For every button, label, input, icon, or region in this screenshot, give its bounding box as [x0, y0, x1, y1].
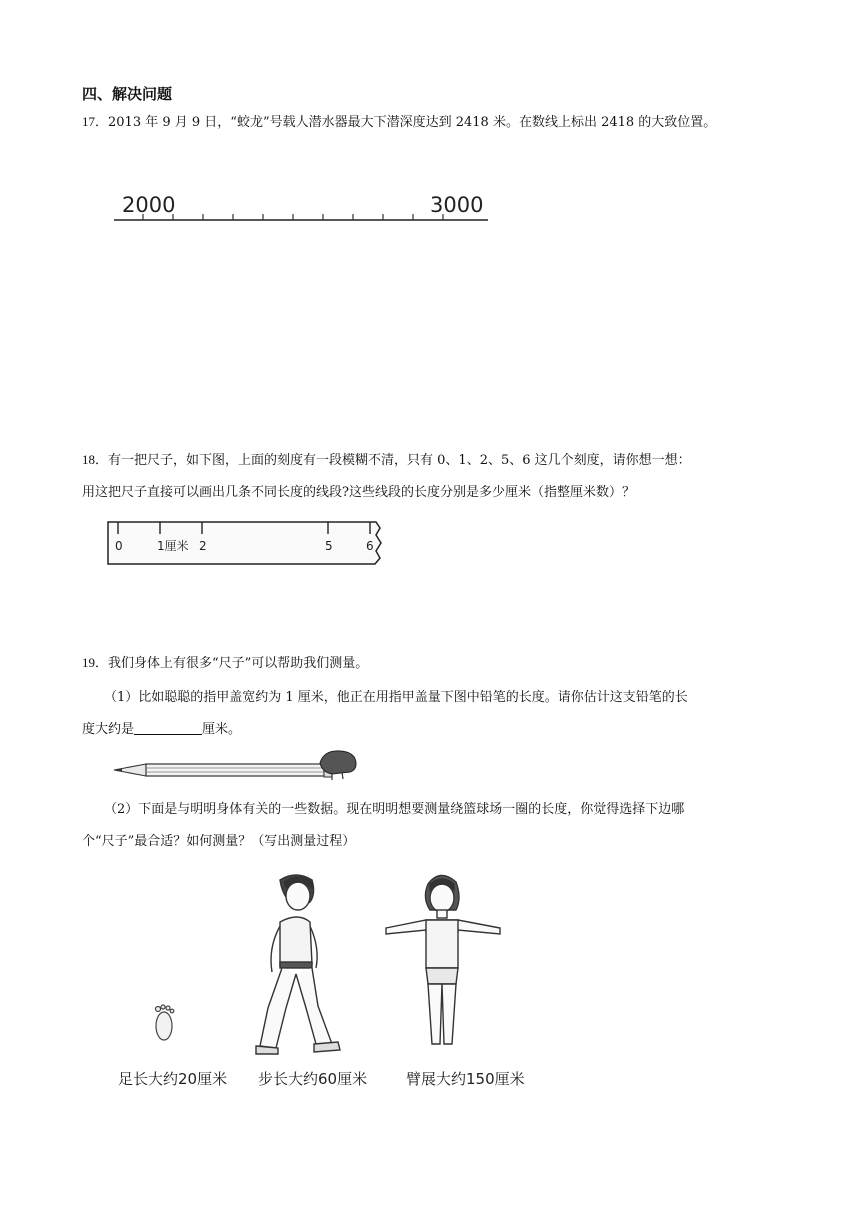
ruler-label-5: 5: [325, 539, 333, 553]
ruler-label-6: 6: [366, 539, 374, 553]
question-19-part-1-line-2: [82, 720, 241, 740]
question-number: 18．: [82, 452, 109, 467]
question-19-intro: [82, 653, 368, 674]
number-line: [108, 186, 498, 232]
number-line-end-label: 3000: [430, 193, 484, 217]
question-number: 19．: [82, 655, 109, 670]
question-18-line-2: 用这把尺子直接可以画出几条不同长度的线段?这些线段的长度分别是多少厘米（指整厘米数）？: [82, 485, 635, 500]
number-line-ticks: [143, 214, 443, 220]
ruler-label-1: 1厘米: [157, 539, 189, 553]
ruler-body: [108, 522, 381, 564]
caption-foot-length: 足长大约20厘米: [118, 1070, 228, 1088]
ruler-figure: [104, 518, 394, 568]
question-19-part-2-line-2: 个“尺子”最合适？如何测量？（写出测量过程）: [82, 834, 356, 849]
answer-prompt: 度大约是: [82, 722, 135, 737]
caption-arm-span: 臂展大约150厘米: [406, 1070, 525, 1088]
pencil-figure: [110, 748, 365, 782]
question-text: 有一把尺子，如下图，上面的刻度有一段模糊不清，只有 0、1、2、5、6 这几个刻度，请你想一想：: [108, 453, 691, 468]
section-title: 四、解决问题: [82, 85, 173, 103]
question-number: 17．: [82, 114, 109, 129]
ruler-label-2: 2: [199, 539, 207, 553]
question-text: 2013 年 9 月 9 日，“蛟龙”号载人潜水器最大下潜深度达到 2418 米。在数线上标出 2418 的大致位置。: [108, 115, 717, 130]
answer-blank[interactable]: [134, 720, 202, 735]
number-line-start-label: 2000: [122, 193, 176, 217]
question-18-line-1: [82, 450, 691, 471]
question-text: 我们身体上有很多“尺子”可以帮助我们测量。: [108, 656, 369, 671]
question-17: [82, 112, 716, 133]
question-19-part-2-line-1: （2）下面是与明明身体有关的一些数据。现在明明想要测量绕篮球场一圈的长度，你觉得选择下边哪: [104, 802, 685, 817]
ruler-label-0: 0: [115, 539, 123, 553]
fingertip-icon: [320, 751, 356, 774]
question-19-part-1-line-1: （1）比如聪聪的指甲盖宽约为 1 厘米，他正在用指甲盖量下图中铅笔的长度。请你估计这支铅笔的长: [104, 690, 688, 705]
caption-step-length: 步长大约60厘米: [258, 1070, 368, 1088]
body-ruler-illustration: [100, 868, 560, 1068]
arm-span-girl-icon: [386, 875, 500, 1044]
footprint-icon: [156, 1005, 174, 1040]
answer-unit: 厘米。: [202, 722, 242, 737]
walking-boy-icon: [256, 875, 340, 1054]
pencil-body: [146, 764, 324, 776]
